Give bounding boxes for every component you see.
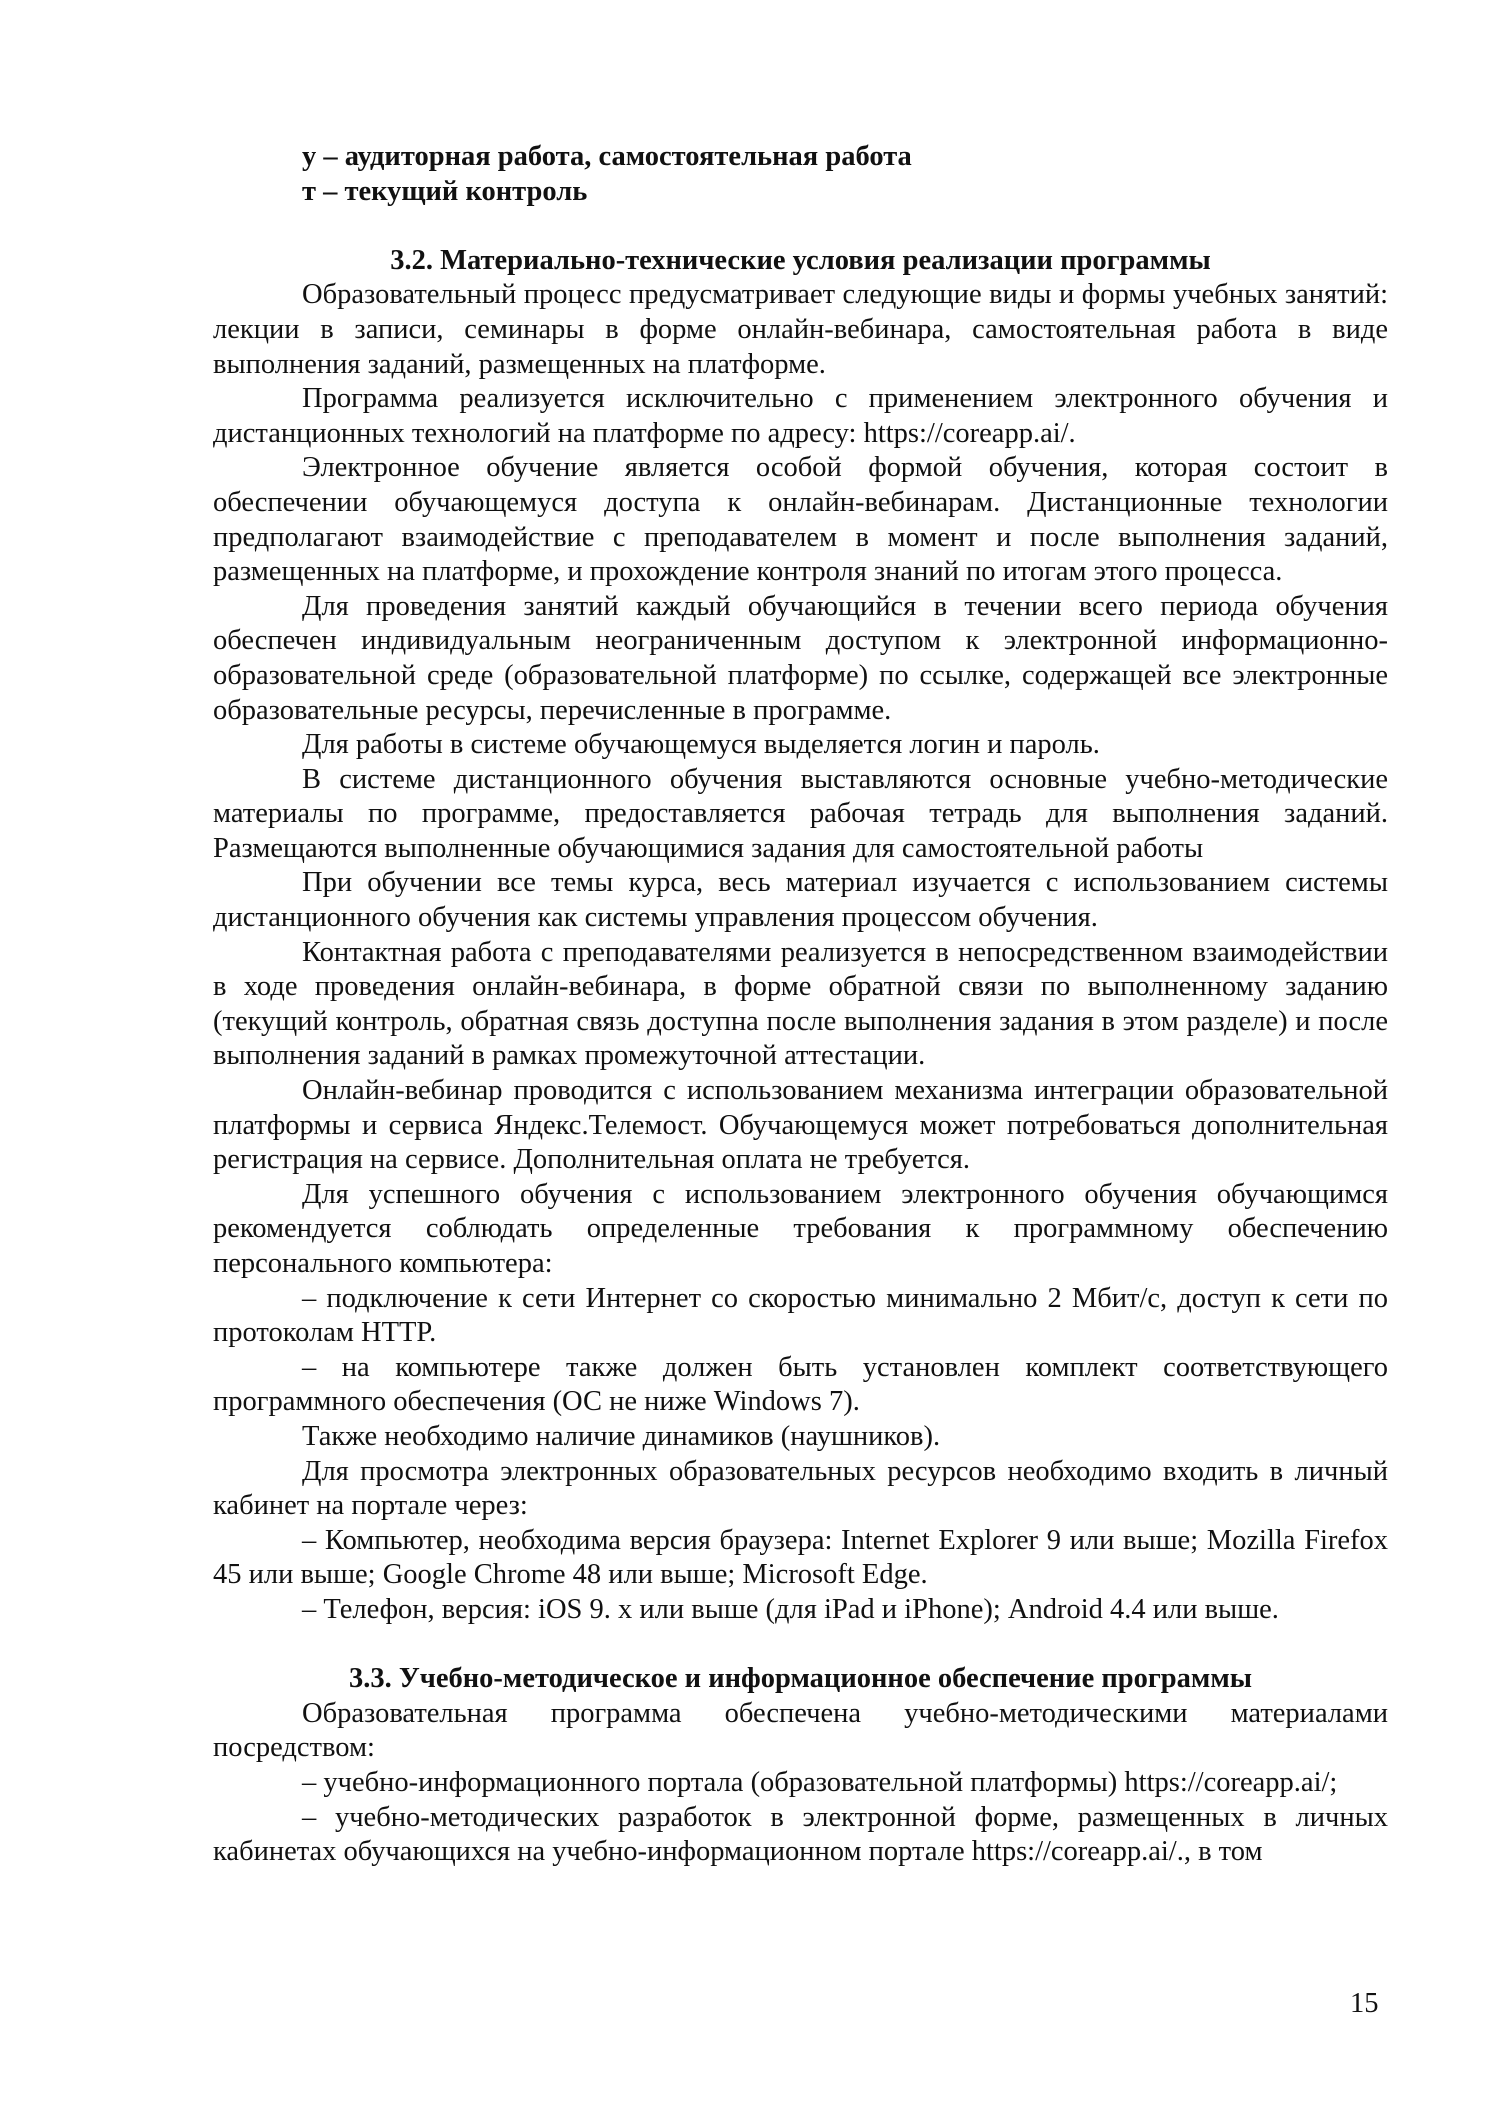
paragraph: Контактная работа с преподавателями реализуется в непосредственном взаимодействии в ходе проведения онлайн-вебинара, в форме обратной связи по выполненному заданию (текущий контроль, обратная связь доступна после выполнения задания в этом разделе) и после выполнения заданий в рамках промежуточной аттестации. — [213, 936, 1388, 1072]
paragraph: Для просмотра электронных образовательных ресурсов необходимо входить в личный кабинет на портале через: — [213, 1455, 1388, 1522]
paragraph: В системе дистанционного обучения выставляются основные учебно-методические материалы по программе, предоставляется рабочая тетрадь для выполнения заданий. Размещаются выполненные обучающимися задания для самостоятельной работы — [213, 763, 1388, 864]
list-item: – Телефон, версия: iOS 9. x или выше (для iPad и iPhone); Android 4.4 или выше. — [302, 1593, 1279, 1625]
page-number: 15 — [1350, 1988, 1379, 2019]
section-3-3-heading: 3.3. Учебно-методическое и информационное обеспечение программы — [349, 1663, 1252, 1695]
paragraph: Образовательный процесс предусматривает следующие виды и формы учебных занятий: лекции в записи, семинары в форме онлайн-вебинара, самостоятельная работа в виде выполнения заданий, размещенных на платформе. — [213, 279, 1388, 380]
list-item: – Компьютер, необходима версия браузера: Internet Explorer 9 или выше; Mozilla Firefox 45 или выше; Google Chrome 48 или выше; Microsoft Edge. — [213, 1524, 1388, 1591]
legend-y: у – аудиторная работа, самостоятельная работа — [302, 141, 912, 172]
paragraph: При обучении все темы курса, весь материал изучается с использованием системы дистанционного обучения как системы управления процессом обучения. — [213, 867, 1388, 934]
legend-t: т – текущий контроль — [302, 175, 588, 207]
section-3-2-body — [213, 278, 1388, 1627]
section-3-3-body — [213, 1697, 1388, 1870]
paragraph: Онлайн-вебинар проводится с использованием механизма интеграции образовательной платформы и сервиса Яндекс.Телемост. Обучающемуся может потребоваться дополнительная регистрация на сервисе. Дополнительная оплата не требуется. — [213, 1075, 1388, 1176]
paragraph: Для успешного обучения с использованием электронного обучения обучающимся рекомендуется соблюдать определенные требования к программному обеспечению персонального компьютера: — [213, 1178, 1388, 1279]
paragraph: Электронное обучение является особой формой обучения, которая состоит в обеспечении обучающемуся доступа к онлайн-вебинарам. Дистанционные технологии предполагают взаимодействие с преподавателем в момент и после выполнения заданий, размещенных на платформе, и прохождение контроля знаний по итогам этого процесса. — [213, 452, 1388, 588]
paragraph: Для работы в системе обучающемуся выделяется логин и пароль. — [302, 729, 1100, 761]
legend — [302, 140, 1388, 209]
paragraph: Также необходимо наличие динамиков (наушников). — [302, 1420, 941, 1452]
paragraph: Программа реализуется исключительно с применением электронного обучения и дистанционных технологий на платформе по адресу: https://coreapp.ai/. — [213, 383, 1388, 449]
paragraph: Для проведения занятий каждый обучающийся в течении всего периода обучения обеспечен индивидуальным неограниченным доступом к электронной информационно-образовательной среде (образовательной платформе) по ссылке, содержащей все электронные образовательные ресурсы, перечисленные в программе. — [213, 590, 1388, 726]
paragraph: Образовательная программа обеспечена учебно-методическими материалами посредством: — [213, 1697, 1388, 1764]
list-item: – подключение к сети Интернет со скоростью минимально 2 Мбит/с, доступ к сети по протоколам HTTP. — [213, 1282, 1388, 1349]
document-page — [213, 140, 1388, 1870]
section-3-2-heading: 3.2. Материально-технические условия реализации программы — [390, 244, 1211, 276]
list-item: – на компьютере также должен быть установлен комплект соответствующего программного обеспечения (ОС не ниже Windows 7). — [213, 1351, 1388, 1418]
list-item: – учебно-информационного портала (образовательной платформы) https://coreapp.ai/; — [302, 1766, 1338, 1798]
list-item: – учебно-методических разработок в электронной форме, размещенных в личных кабинетах обучающихся на учебно-информационном портале https://coreapp.ai/., в том — [213, 1801, 1388, 1868]
